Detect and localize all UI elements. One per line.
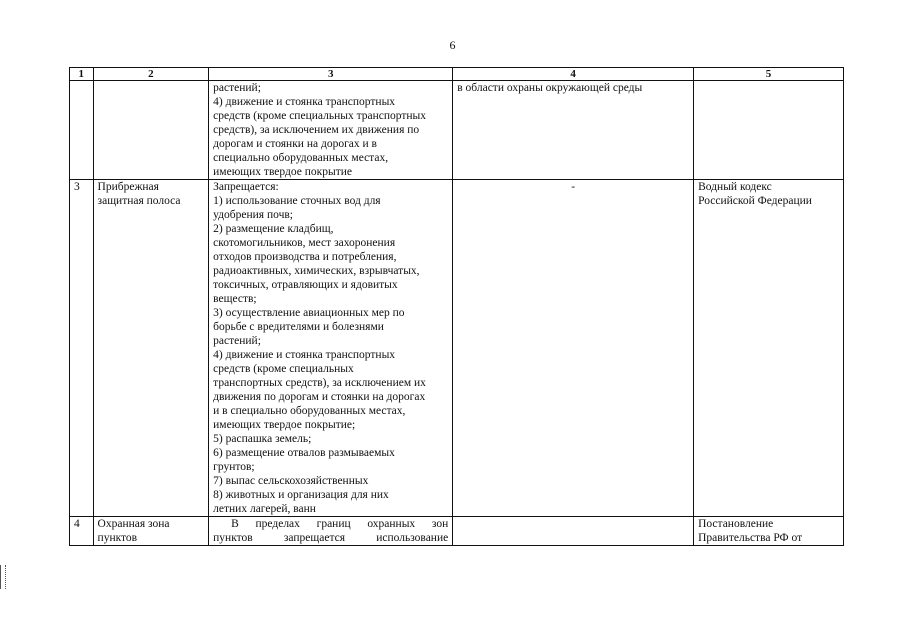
text-line: 2) размещение кладбищ,	[213, 223, 334, 235]
text-line: Охранная зона	[97, 518, 170, 530]
text-line: грунтов;	[213, 461, 255, 473]
header-col-4: 4	[453, 68, 694, 81]
regulation-table	[69, 67, 844, 546]
text-line: 4) движение и стоянка транспортных	[213, 96, 396, 108]
cell-zone	[93, 81, 209, 180]
text-line: средств (кроме специальных	[213, 363, 354, 375]
text-line: скотомогильников, мест захоронения	[213, 237, 396, 249]
text-line: растений;	[213, 335, 261, 347]
text-line: имеющих твердое покрытие;	[213, 419, 356, 431]
text-line: пунктов	[97, 532, 138, 544]
table-row-4	[70, 517, 844, 546]
text-line: Постановление	[698, 518, 774, 530]
text-line: защитная полоса	[97, 195, 181, 207]
text-line: специально оборудованных местах,	[213, 152, 389, 164]
text-line: средств (кроме специальных транспортных	[213, 110, 427, 122]
text-line: Правительства РФ от	[698, 532, 803, 544]
text-line: транспортных средств), за исключением их	[213, 377, 426, 389]
cell-number: 4	[70, 517, 94, 546]
header-col-2: 2	[93, 68, 209, 81]
header-col-3: 3	[209, 68, 453, 81]
cell-number	[70, 81, 94, 180]
cell-basis	[694, 81, 844, 180]
text-line: движения по дорогам и стоянки на дорогах	[213, 391, 426, 403]
text-line: средств), за исключением их движения по	[213, 124, 420, 136]
text-line: пунктов запрещается использование	[213, 532, 449, 544]
table-header-row	[70, 68, 844, 81]
text-line: 4) движение и стоянка транспортных	[213, 349, 396, 361]
text-line: токсичных, отравляющих и ядовитых	[213, 279, 398, 291]
header-col-5: 5	[694, 68, 844, 81]
cell-restrictions	[209, 180, 453, 517]
text-line: 7) выпас сельскохозяйственных	[213, 475, 369, 487]
cell-basis	[694, 180, 844, 517]
cell-note: в области охраны окружающей среды	[453, 81, 694, 180]
cell-number: 3	[70, 180, 94, 517]
text-line: 3) осуществление авиационных мер по	[213, 307, 405, 319]
text-line: дорогам и стоянки на дорогах и в	[213, 138, 377, 150]
text-line: В пределах границ охранных зон	[231, 518, 449, 530]
cell-restrictions	[209, 517, 453, 546]
text-line: Прибрежная	[97, 181, 159, 193]
text-line: летних лагерей, ванн	[213, 503, 316, 515]
text-line: Российской Федерации	[698, 195, 812, 207]
cell-zone	[93, 517, 209, 546]
header-col-1: 1	[70, 68, 94, 81]
text-line: Запрещается:	[213, 181, 279, 193]
text-line: 5) распашка земель;	[213, 433, 312, 445]
text-line: удобрения почв;	[213, 209, 293, 221]
table-row-3	[70, 180, 844, 517]
cell-note	[453, 517, 694, 546]
cell-note: -	[453, 180, 694, 517]
text-line: имеющих твердое покрытие	[213, 166, 352, 178]
text-line: отходов производства и потребления,	[213, 251, 397, 263]
cell-restrictions	[209, 81, 453, 180]
table-row-continuation	[70, 81, 844, 180]
text-line: растений;	[213, 82, 261, 94]
page-number: 6	[449, 38, 456, 52]
text-line: и в специально оборудованных местах,	[213, 405, 406, 417]
scan-margin-mark	[0, 565, 6, 589]
cell-basis	[694, 517, 844, 546]
cell-zone	[93, 180, 209, 517]
text-line: радиоактивных, химических, взрывчатых,	[213, 265, 420, 277]
text-line: веществ;	[213, 293, 257, 305]
text-line: борьбе с вредителями и болезнями	[213, 321, 384, 333]
text-line: 6) размещение отвалов размываемых	[213, 447, 395, 459]
text-line: 8) животных и организация для них	[213, 489, 389, 501]
text-line: 1) использование сточных вод для	[213, 195, 381, 207]
text-line: Водный кодекс	[698, 181, 772, 193]
